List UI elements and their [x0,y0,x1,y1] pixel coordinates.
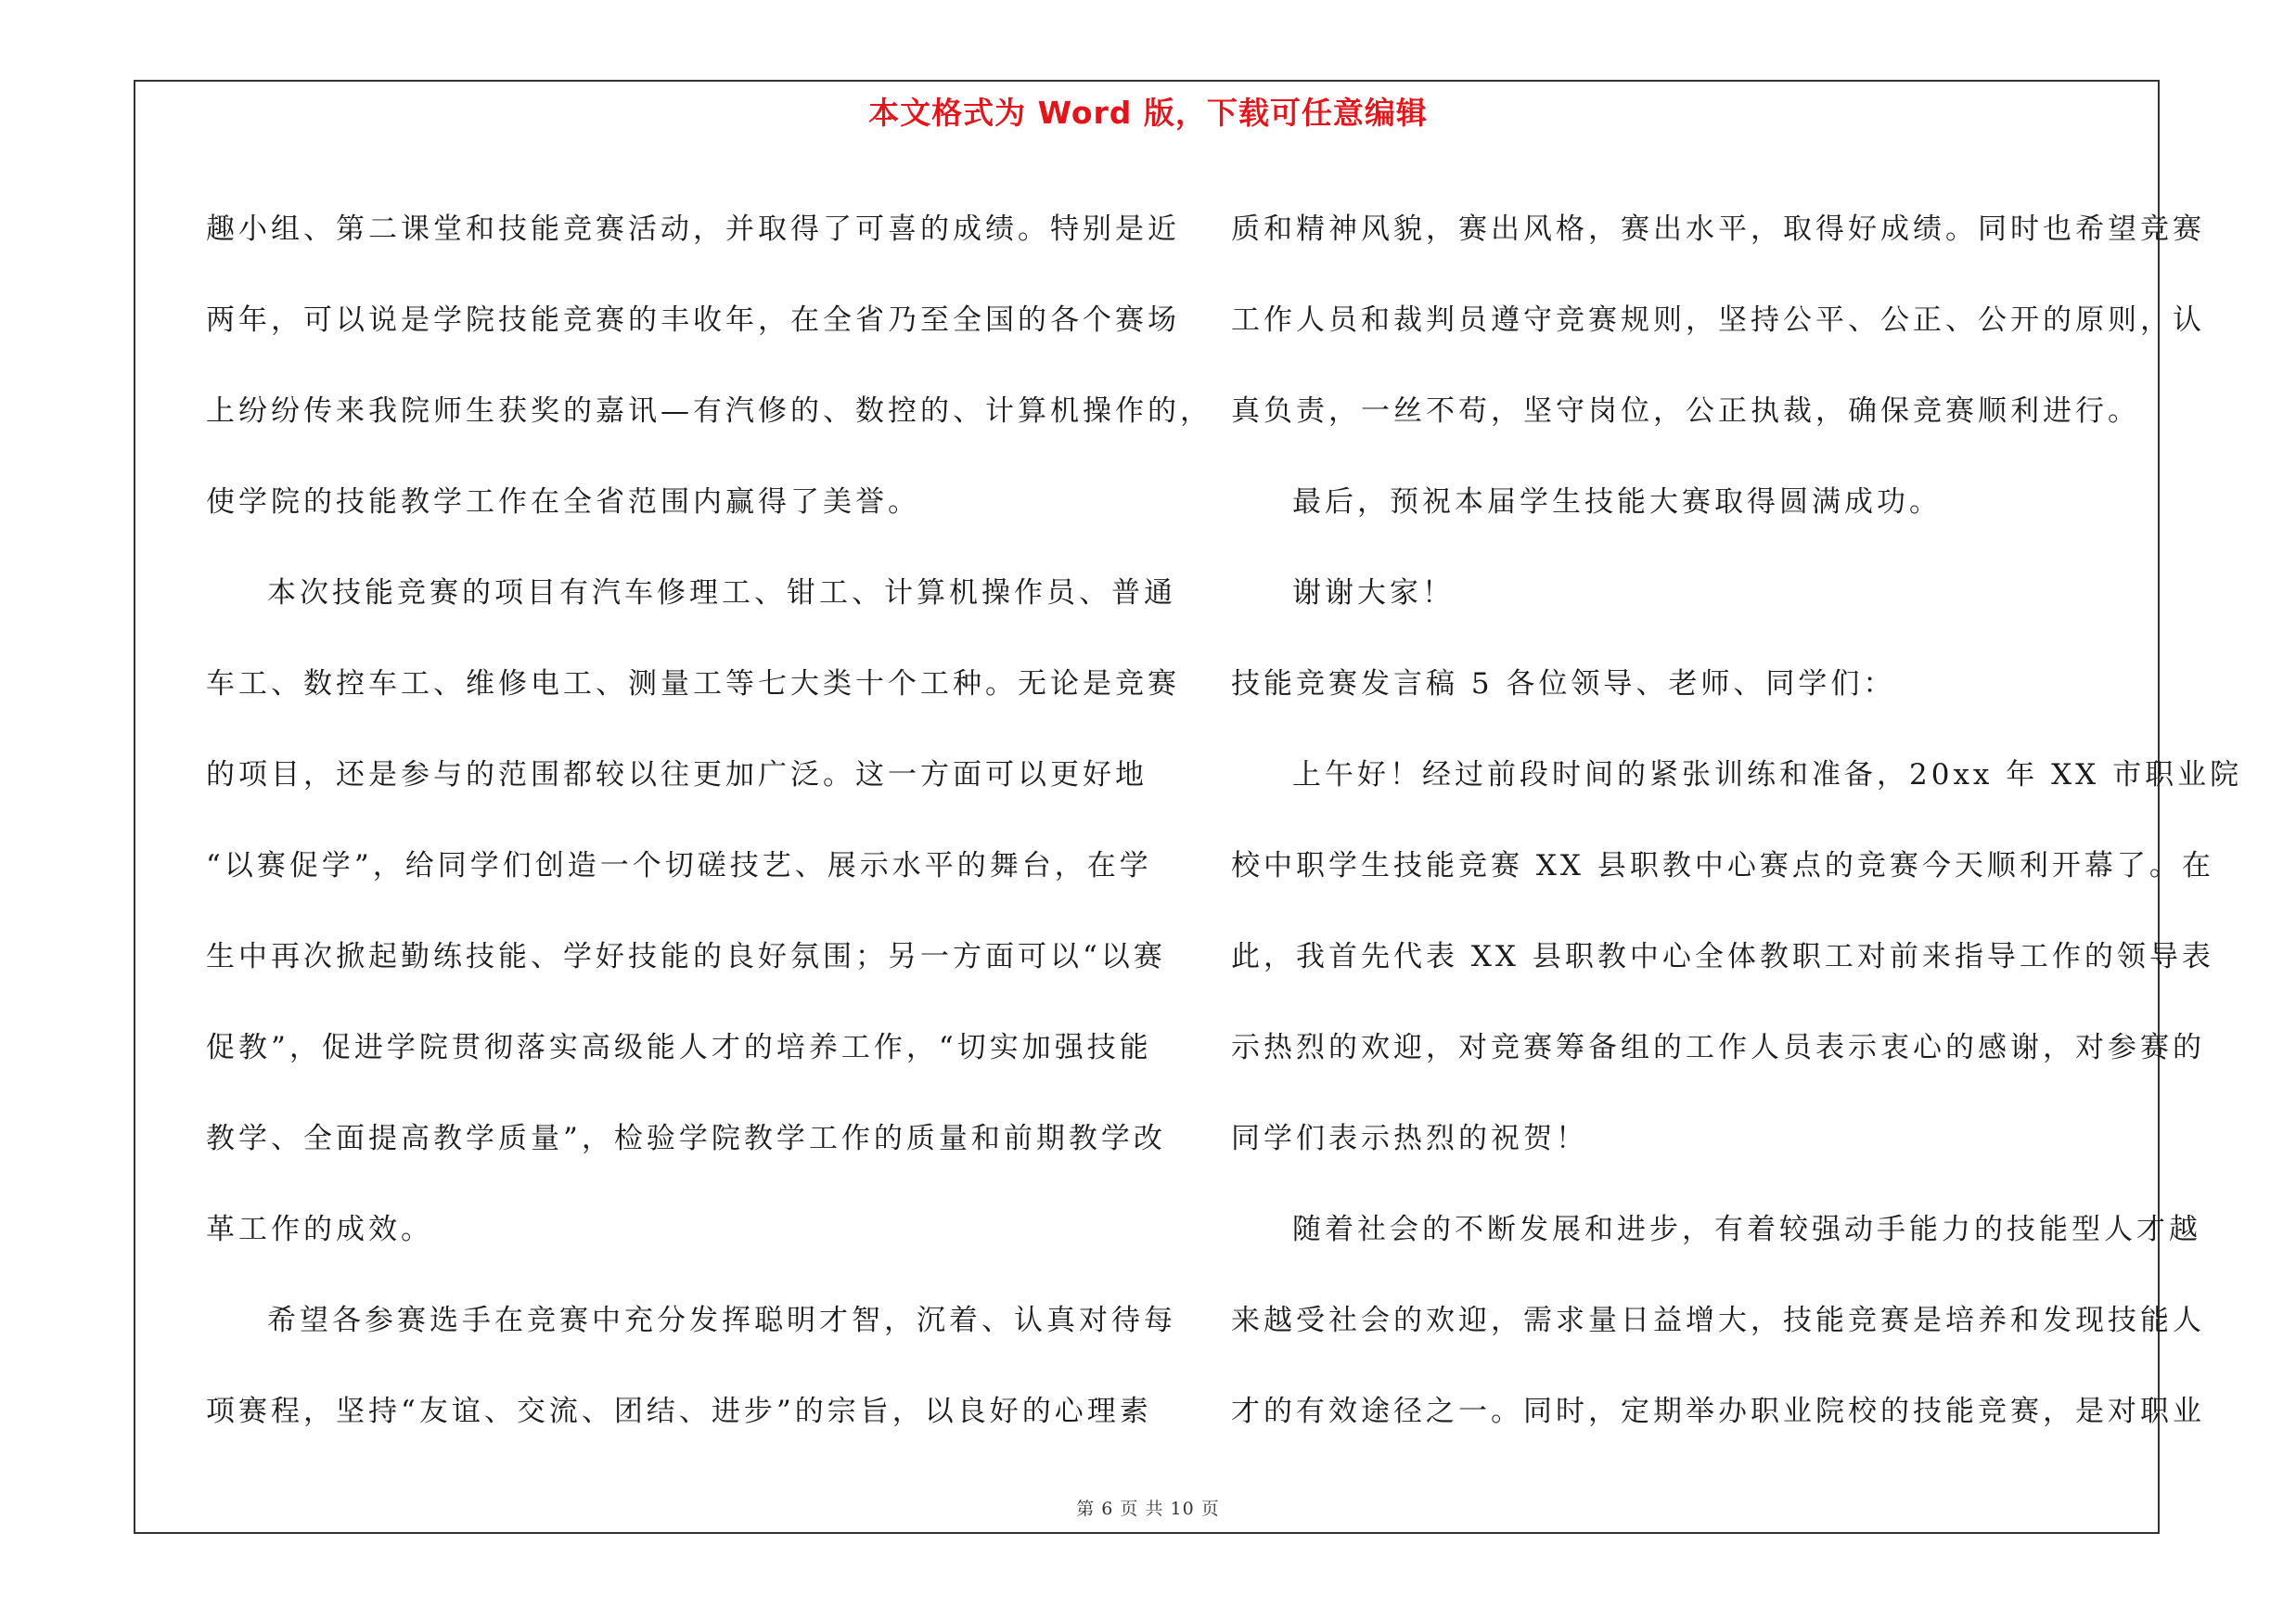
text-line: 生中再次掀起勤练技能、学好技能的良好氛围；另一方面可以“以赛 [206,940,1166,973]
text-line: 质和精神风貌，赛出风格，赛出水平，取得好成绩。同时也希望竞赛 [1231,213,2205,246]
right-text-column [1231,184,2243,1457]
paragraph-start-line: 上午好！经过前段时间的紧张训练和准备，20xx 年 XX 市职业院 [1292,758,2243,792]
left-text-column [206,184,1212,1457]
text-line: 革工作的成效。 [206,1213,433,1246]
text-line: 才的有效途径之一。同时，定期举办职业院校的技能竞赛，是对职业 [1231,1395,2205,1428]
text-line: 促教”，促进学院贯彻落实高级能人才的培养工作，“切实加强技能 [206,1031,1152,1064]
text-line: 趣小组、第二课堂和技能竞赛活动，并取得了可喜的成绩。特别是近 [206,213,1180,246]
text-line: 使学院的技能教学工作在全省范围内赢得了美誉。 [206,485,920,519]
text-line: 来越受社会的欢迎，需求量日益增大，技能竞赛是培养和发现技能人 [1231,1304,2205,1337]
text-line: 校中职学生技能竞赛 XX 县职教中心赛点的竞赛今天顺利开幕了。在 [1231,849,2214,882]
paragraph-start-line: 本次技能竞赛的项目有汽车修理工、钳工、计算机操作员、普通 [267,576,1176,610]
paragraph-start-line: 谢谢大家！ [1292,576,1455,610]
word-format-banner: 本文格式为 Word 版，下载可任意编辑 [868,95,1428,131]
text-line: 示热烈的欢迎，对竞赛筹备组的工作人员表示衷心的感谢，对参赛的 [1231,1031,2205,1064]
paragraph-start-line: 希望各参赛选手在竞赛中充分发挥聪明才智，沉着、认真对待每 [267,1304,1176,1337]
section-heading-line: 技能竞赛发言稿 5 各位领导、老师、同学们： [1231,667,1896,701]
text-line: 工作人员和裁判员遵守竞赛规则，坚持公平、公正、公开的原则，认 [1231,303,2205,337]
page-number-footer: 第 6 页 共 10 页 [1076,1499,1220,1519]
text-line: 真负责，一丝不苟，坚守岗位，公正执裁，确保竞赛顺利进行。 [1231,394,2140,428]
text-line: 教学、全面提高教学质量”，检验学院教学工作的质量和前期教学改 [206,1122,1166,1155]
text-line: 此，我首先代表 XX 县职教中心全体教职工对前来指导工作的领导表 [1231,940,2214,973]
paragraph-start-line: 最后，预祝本届学生技能大赛取得圆满成功。 [1292,485,1942,519]
text-line: “以赛促学”，给同学们创造一个切磋技艺、展示水平的舞台，在学 [206,849,1152,882]
text-line: 车工、数控车工、维修电工、测量工等七大类十个工种。无论是竞赛 [206,667,1180,701]
text-line: 两年，可以说是学院技能竞赛的丰收年，在全省乃至全国的各个赛场 [206,303,1180,337]
text-line: 项赛程，坚持“友谊、交流、团结、进步”的宗旨，以良好的心理素 [206,1395,1152,1428]
text-line: 上纷纷传来我院师生获奖的嘉讯—有汽修的、数控的、计算机操作的， [206,394,1212,428]
paragraph-start-line: 随着社会的不断发展和进步，有着较强动手能力的技能型人才越 [1292,1213,2201,1246]
text-line: 的项目，还是参与的范围都较以往更加广泛。这一方面可以更好地 [206,758,1148,792]
text-line: 同学们表示热烈的祝贺！ [1231,1122,1588,1155]
